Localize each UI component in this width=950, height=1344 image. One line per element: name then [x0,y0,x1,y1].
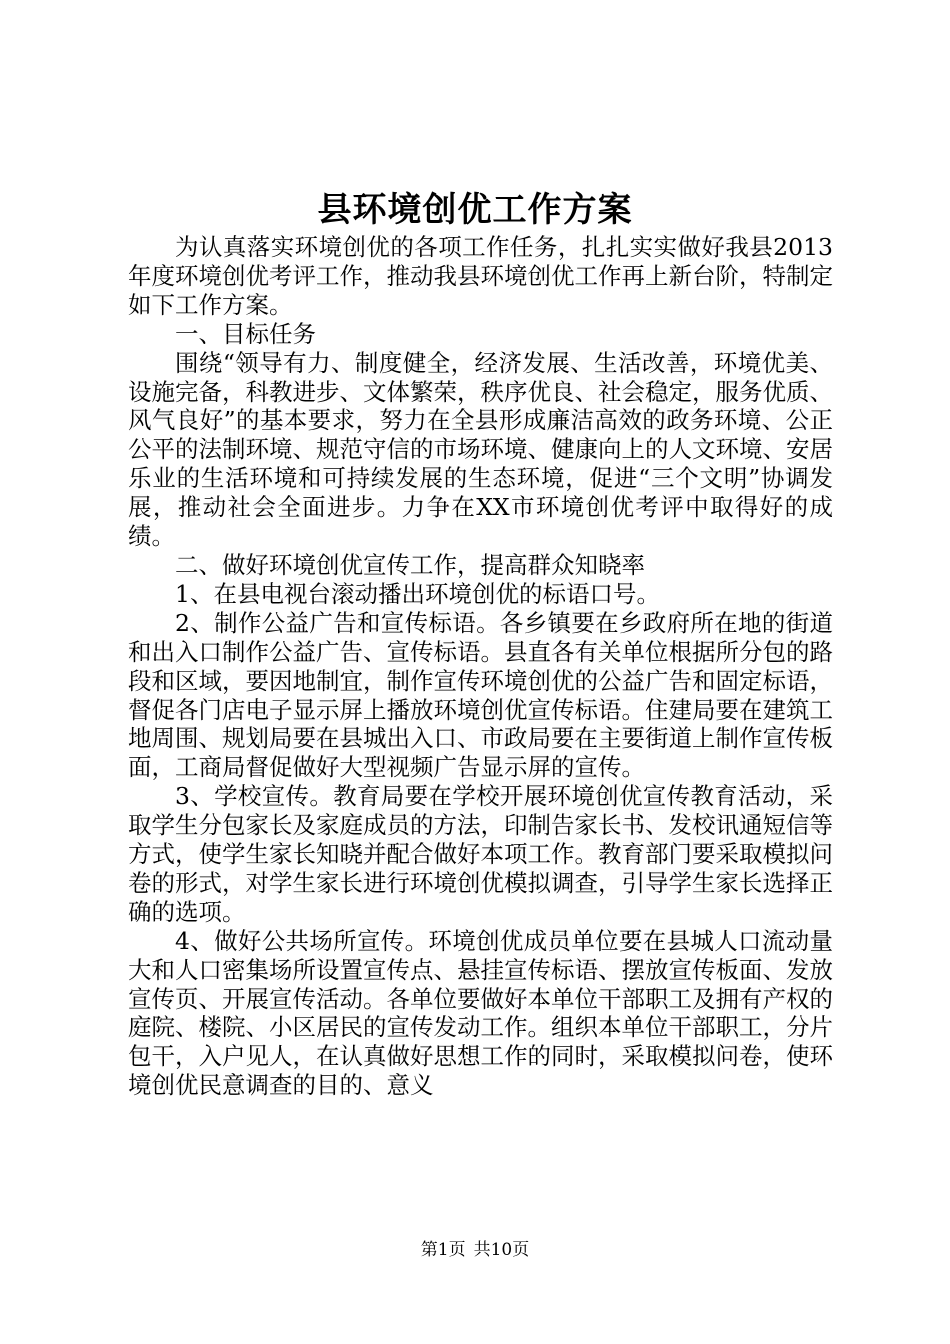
section-heading-2: 二、做好环境创优宣传工作，提高群众知晓率 [175,550,645,579]
document-body [128,233,833,1100]
paragraph-item-1: 1、在县电视台滚动播出环境创优的标语口号。 [175,579,660,608]
page-footer [0,1238,950,1262]
page-number: 第1页 [420,1240,466,1260]
paragraph-goals: 围绕“领导有力、制度健全，经济发展、生活改善，环境优美、设施完备，科教进步、文体繁荣，秩序优良、社会稳定，服务优质、风气良好”的基本要求，努力在全县形成廉洁高效的政务环境、公正公平的法制环境、规范守信的市场环境、健康向上的人文环境、安居乐业的生活环境和可持续发展的生态环境，促进“三个文明”协调发展，推动社会全面进步。力争在XX市环境创优考评中取得好的成绩。 [128,348,833,551]
page-total: 共10页 [473,1240,530,1260]
paragraph-item-2: 2、制作公益广告和宣传标语。各乡镇要在乡政府所在地的街道和出入口制作公益广告、宣传标语。县直各有关单位根据所分包的路段和区域，要因地制宜，制作宣传环境创优的公益广告和固定标语，督促各门店电子显示屏上播放环境创优宣传标语。住建局要在建筑工地周围、规划局要在县城出入口、市政局要在主要街道上制作宣传板面，工商局督促做好大型视频广告显示屏的宣传。 [128,608,833,782]
paragraph-item-4: 4、做好公共场所宣传。环境创优成员单位要在县城人口流动量大和人口密集场所设置宣传点、悬挂宣传标语、摆放宣传板面、发放宣传页、开展宣传活动。各单位要做好本单位干部职工及拥有产权的庭院、楼院、小区居民的宣传发动工作。组织本单位干部职工，分片包干，入户见人，在认真做好思想工作的同时，采取模拟问卷，使环境创优民意调查的目的、意义 [128,926,833,1100]
paragraph-item-3: 3、学校宣传。教育局要在学校开展环境创优宣传教育活动，采取学生分包家长及家庭成员的方法，印制告家长书、发校讯通短信等方式，使学生家长知晓并配合做好本项工作。教育部门要采取模拟问卷的形式，对学生家长进行环境创优模拟调查，引导学生家长选择正确的选项。 [128,782,833,926]
document-title: 县环境创优工作方案 [317,190,633,230]
paragraph-intro: 为认真落实环境创优的各项工作任务，扎扎实实做好我县2013年度环境创优考评工作，推动我县环境创优工作再上新台阶，特制定如下工作方案。 [128,233,833,319]
section-heading-1: 一、目标任务 [175,319,316,348]
